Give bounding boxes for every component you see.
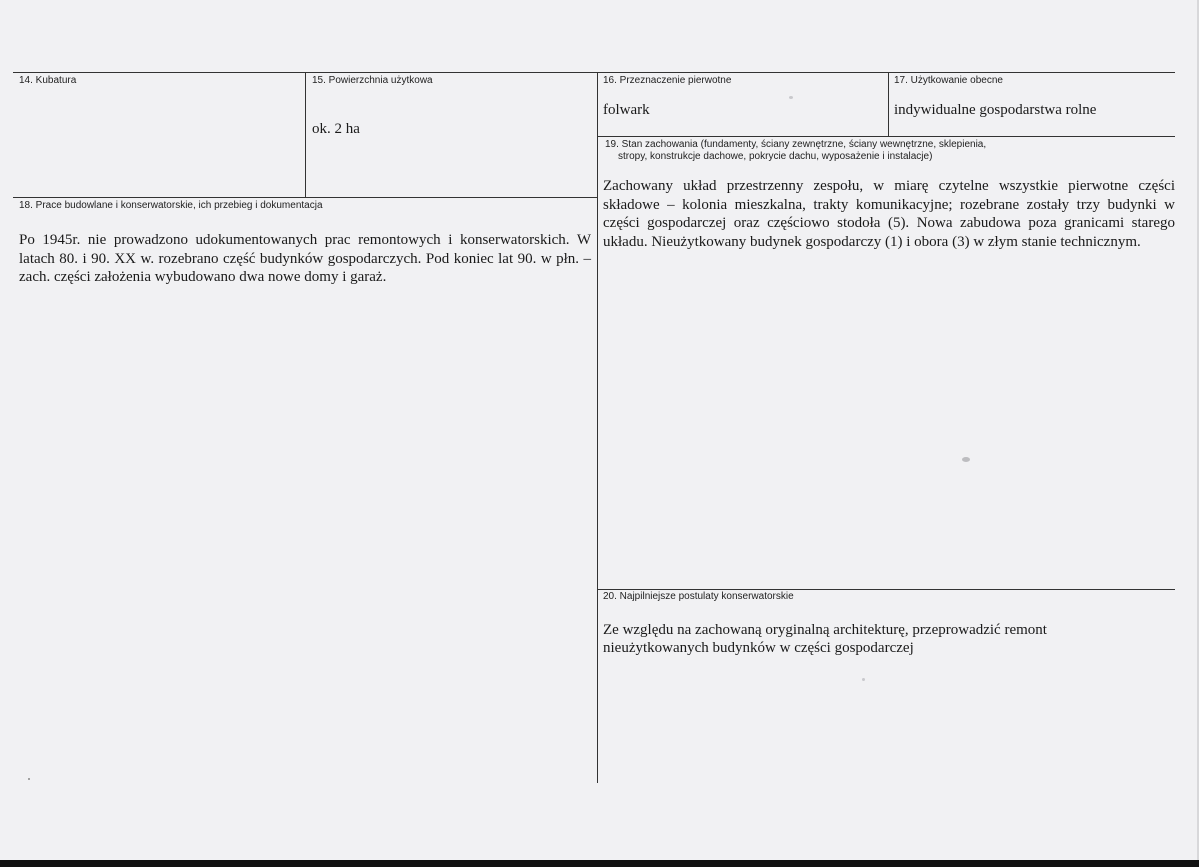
field-14-label: 14. Kubatura [19, 75, 77, 86]
field-20-value: Ze względu na zachowaną oryginalną architekturę, przeprowadzić remont nieużytkowanych budynków w części gospodarczej [603, 622, 1047, 656]
field-15-value: ok. 2 ha [312, 121, 360, 137]
rule-above-20 [597, 589, 1175, 590]
scan-speck [962, 457, 970, 462]
divider-14-15 [305, 72, 306, 198]
scan-speck [862, 678, 865, 681]
top-rule [13, 72, 1175, 73]
rule-above-18 [13, 197, 597, 198]
field-17-label: 17. Użytkowanie obecne [894, 75, 1003, 86]
field-18-value: Po 1945r. nie prowadzono udokumentowanych prac remontowych i konserwatorskich. W latach 80. i 90. XX w. rozebrano część budynków gospodarczych. Pod koniec lat 90. w płn. – zach. części założenia wybudowano dwa nowe domy i garaż. [19, 232, 591, 285]
field-15-label: 15. Powierzchnia użytkowa [312, 75, 433, 86]
field-19-label-line1: 19. Stan zachowania (fundamenty, ściany zewnętrzne, ściany wewnętrzne, sklepienia, [605, 139, 987, 150]
field-16-label: 16. Przeznaczenie pierwotne [603, 75, 732, 86]
center-divider [597, 72, 598, 783]
field-20-label: 20. Najpilniejsze postulaty konserwatorskie [603, 591, 794, 602]
divider-16-17 [888, 72, 889, 136]
field-16-value: folwark [603, 102, 650, 118]
scan-speck [28, 778, 30, 780]
field-17-value: indywidualne gospodarstwa rolne [894, 102, 1097, 118]
scan-edge-bottom [0, 860, 1199, 867]
field-19-value: Zachowany układ przestrzenny zespołu, w miarę czytelne wszystkie pierwotne części składowe – kolonia mieszkalna, trakty komunikacyjne; rozebrane zostały trzy budynki w części gospodarczej oraz częściowo stodoła (5). Nowa zabudowa poza granicami starego układu. Nieużytkowany budynek gospodarczy (1) i obora (3) w złym stanie technicznym. [603, 178, 1175, 250]
scan-speck [789, 96, 793, 99]
field-18-label: 18. Prace budowlane i konserwatorskie, ich przebieg i dokumentacja [19, 200, 323, 211]
rule-under-16-17 [597, 136, 1175, 137]
field-19-label-line2: stropy, konstrukcje dachowe, pokrycie dachu, wyposażenie i instalacje) [618, 151, 933, 162]
